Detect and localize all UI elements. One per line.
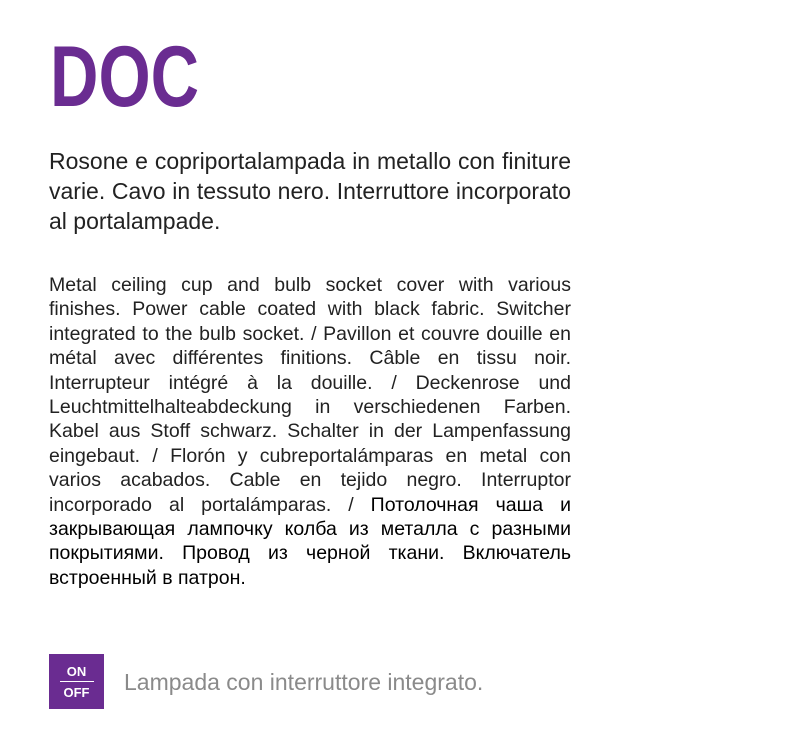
feature-label: Lampada con interruttore integrato. [124, 669, 484, 695]
multilingual-description [49, 273, 571, 590]
product-title: DOC [50, 29, 200, 125]
badge-divider [60, 681, 94, 682]
on-off-switch-icon [49, 654, 104, 709]
multilingual-description-text: Metal ceiling cup and bulb socket cover with various finishes. Power cable coated with black fabric. Switcher integrated to the bulb socket. / Pavillon et couvre douille en métal avec différentes finitions. Câble en tissu noir. Interrupteur intégré à la douille. / Deckenrose und Leuchtmittelhalteabdeckung in verschiedenen Farben. Kabel aus Stoff schwarz. Schalter in der Lampenfassung eingebaut. / Florón y cubreportalámparas en metal con varios acabados. Cable en tejido negro. Interruptor incorporado al portalámparas. / [49, 274, 571, 516]
badge-on-label: ON [66, 663, 87, 679]
badge-off-label: OFF [63, 684, 90, 700]
italian-description: Rosone e copriportalampada in metallo con finiture varie. Cavo in tessuto nero. Interruttore incorporato al portalampade. [49, 148, 571, 234]
russian-description-text: Потолочная чаша и закрывающая лампочку колба из металла с разными покрытиями. Провод из черной ткани. Включатель встроенный в патрон. [49, 493, 571, 589]
